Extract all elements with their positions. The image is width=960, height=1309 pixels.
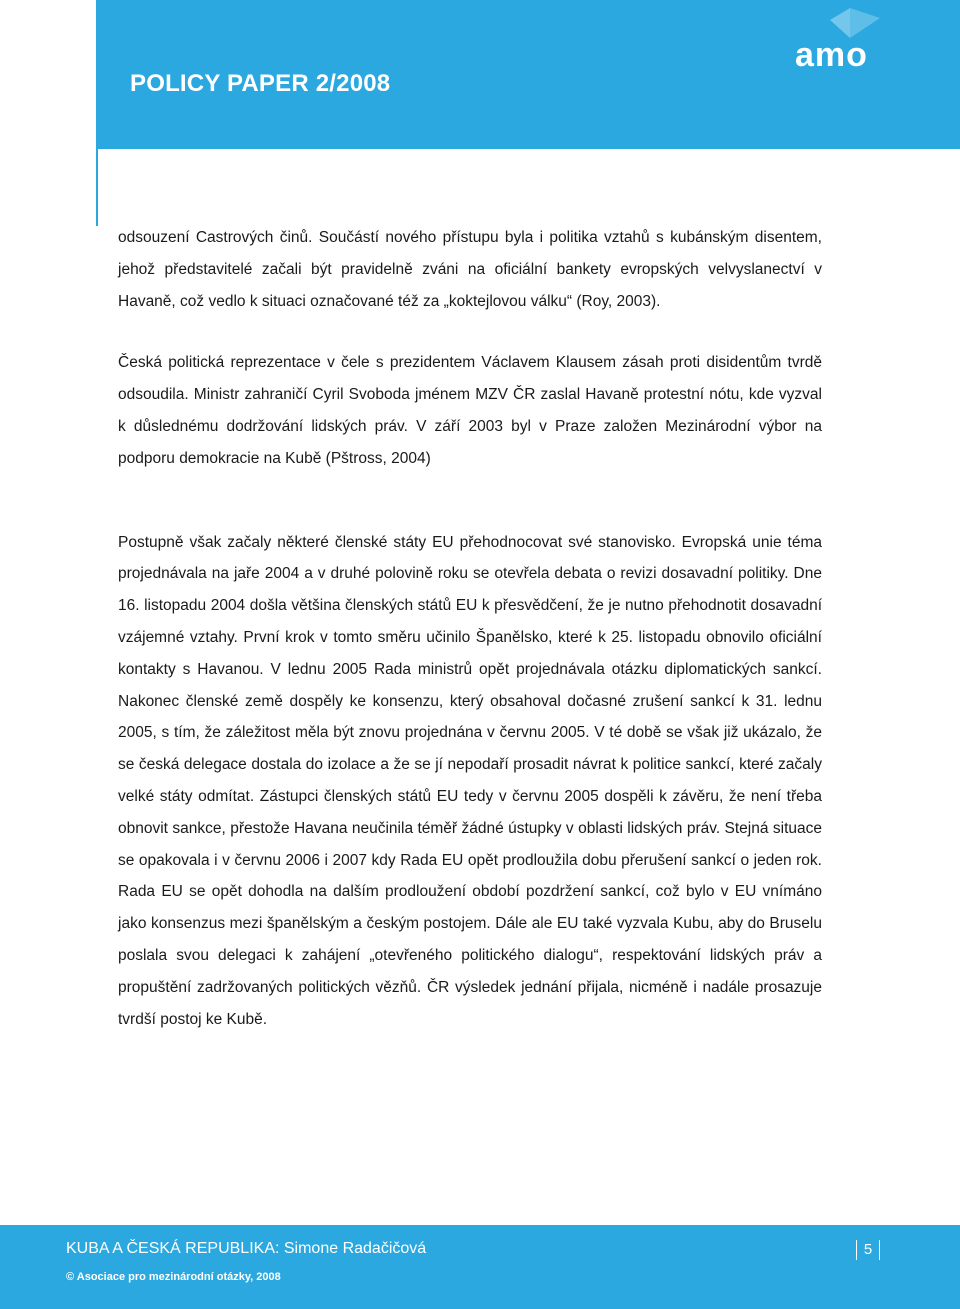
header-rule-vertical xyxy=(96,148,98,226)
logo-text: amo xyxy=(795,36,868,74)
document-body xyxy=(118,222,822,1035)
footer-band xyxy=(0,1225,960,1309)
paragraph-3: Postupně však začaly některé členské státy EU přehodnocovat své stanovisko. Evropská unie téma projednávala na jaře 2004 a v druhé polovině roku se otevřela debata o revizi dosavadní politiky. Dne 16. listopadu 2004 došla většina členských států EU k přesvědčení, že je nutno přehodnotit dosavadní vzájemné vztahy. První krok v tomto směru učinilo Španělsko, které k 25. listopadu obnovilo oficiální kontakty s Havanou. V lednu 2005 Rada ministrů opět projednávala otázku diplomatických sankcí. Nakonec členské země dospěly ke konsenzu, který obsahoval dočasné zrušení sankcí k 31. lednu 2005, s tím, že záležitost měla být znovu projednána v červnu 2005. V té době se však již ukázalo, že se česká delegace dostala do izolace a že se jí nepodaří prosadit návrat k politice sankcí, které začaly velké státy odmítat. Zástupci členských států EU tedy v červnu 2005 dospěli k závěru, že není třeba obnovit sankce, přestože Havana neučinila téměř žádné ústupky v oblasti lidských práv. Stejná situace se opakovala i v červnu 2006 i 2007 kdy Rada EU opět prodloužila dobu přerušení sankcí o jeden rok. Rada EU se opět dohodla na dalším prodloužení období pozdržení sankcí, což bylo v EU vnímáno jako konsenzus mezi španělským a českým postojem. Dále ale EU také vyzvala Kubu, aby do Bruselu poslala svou delegaci k zahájení „otevřeného politického dialogu“, respektování lidských práv a propuštění zadržovaných politických vězňů. ČR výsledek jednání přijala, nicméně i nadále prosazuje tvrdší postoj ke Kubě. xyxy=(118,533,822,1028)
header-rule-horizontal xyxy=(96,148,960,149)
footer-title: KUBA A ČESKÁ REPUBLIKA: Simone Radačičová xyxy=(66,1240,427,1257)
paragraph-2: Česká politická reprezentace v čele s prezidentem Václavem Klausem zásah proti disidentům tvrdě odsoudila. Ministr zahraničí Cyril Svoboda jménem MZV ČR zaslal Havaně protestní nótu, kde vyzval k důslednému dodržování lidských práv. V září 2003 byl v Praze založen Mezinárodní výbor na podporu demokracie na Kubě (Pštross, 2004) xyxy=(118,354,822,467)
paragraph-1: odsouzení Castrových činů. Součástí nového přístupu byla i politika vztahů s kubánským disentem, jehož představitelé začali být pravidelně zváni na oficiální bankety evropských velvyslanectví v Havaně, což vedlo k situaci označované též za „koktejlovou válku“ (Roy, 2003). xyxy=(118,229,822,310)
page-number: 5 xyxy=(856,1240,880,1260)
footer-copyright: © Asociace pro mezinárodní otázky, 2008 xyxy=(66,1271,281,1283)
document-series-title: POLICY PAPER 2/2008 xyxy=(130,70,391,97)
